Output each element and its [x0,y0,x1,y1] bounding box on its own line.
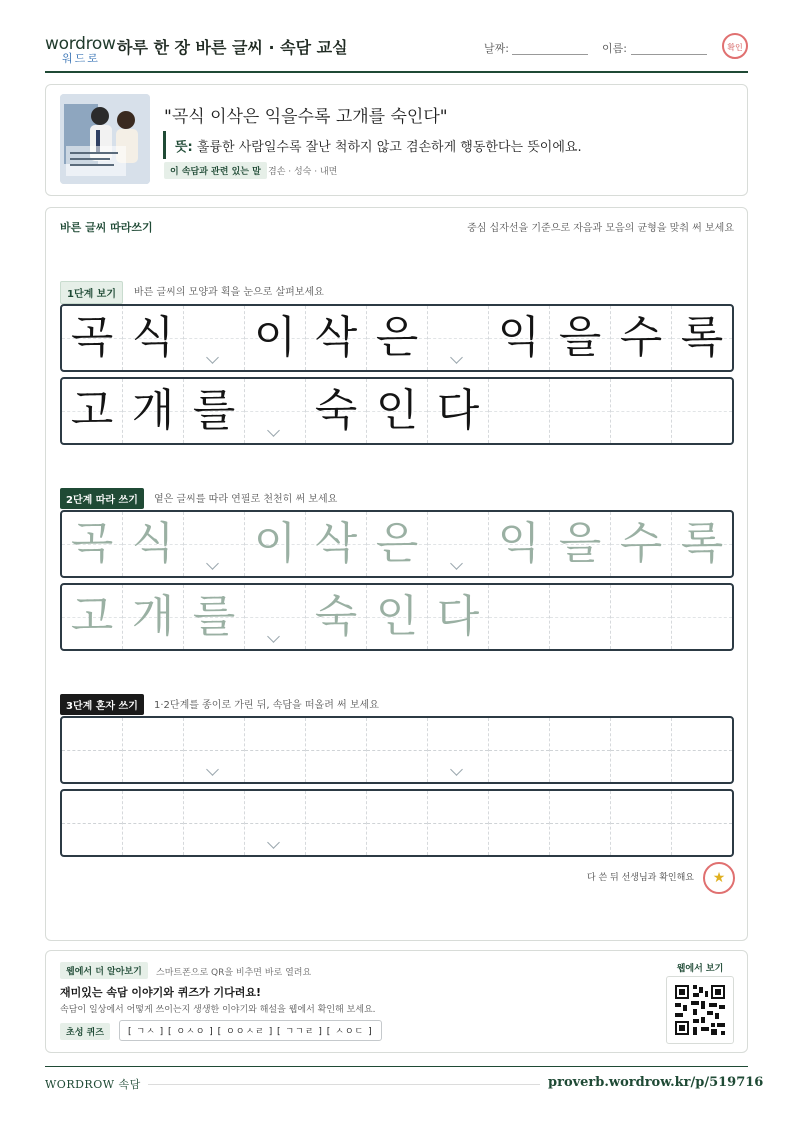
proverb-meaning [175,136,582,155]
grid-cell[interactable] [611,585,672,649]
grid-cell[interactable]: 을 [550,512,611,576]
footer-line [148,1084,540,1085]
grid-cell[interactable] [123,718,184,782]
space-chevron-icon [206,562,216,572]
grid-cell[interactable] [184,718,245,782]
footer-brand: WORDROW 속담 [45,1078,141,1091]
check-stamp: 확인 [722,33,748,59]
star-stamp-icon: ★ [703,862,735,894]
grid-cell[interactable] [672,791,732,855]
space-chevron-icon [267,429,277,439]
grid-cell [611,379,672,443]
space-chevron-icon [450,562,460,572]
grid-cell[interactable] [123,791,184,855]
space-chevron-icon [450,768,460,778]
grid-cell[interactable]: 숙 [306,585,367,649]
grid-cell: 삭 [306,306,367,370]
chosung-quiz: [ ㄱㅅ ] [ ㅇㅅㅇ ] [ ㅇㅇㅅㄹ ] [ ㄱㄱㄹ ] [ ㅅㅇㄷ ] [119,1020,382,1041]
free-row-2[interactable] [60,789,734,857]
page-title: 하루 한 장 바른 글씨 · 속담 교실 [117,38,348,57]
teacher-check-note: 다 쓴 뒤 선생님과 확인해요 [586,873,694,883]
logo-text: wordrow [45,34,116,54]
grid-cell [245,379,306,443]
grid-cell: 이 [245,306,306,370]
grid-cell [428,306,489,370]
grid-cell[interactable]: 익 [489,512,550,576]
grid-cell [550,379,611,443]
step1-tag: 1단계 보기 [60,281,123,304]
grid-cell[interactable]: 수 [611,512,672,576]
grid-cell[interactable]: 삭 [306,512,367,576]
footer-url[interactable]: proverb.wordrow.kr/p/519716 [548,1075,764,1090]
grid-cell[interactable] [184,512,245,576]
proverb-quote: "곡식 이삭은 익을수록 고개를 숙인다" [164,107,448,127]
grid-cell[interactable] [550,791,611,855]
grid-cell[interactable]: 은 [367,512,428,576]
related-words: 겸손 · 성숙 · 내면 [268,167,338,177]
practice-note: 중심 십자선을 기준으로 자음과 모음의 균형을 맞춰 써 보세요 [467,223,734,234]
qr-code[interactable] [666,976,734,1044]
logo-subtext: 워드로 [62,52,100,65]
proverb-illustration [60,94,150,184]
step3-desc: 1·2단계를 종이로 가린 뒤, 속담을 떠올려 써 보세요 [154,700,379,711]
grid-cell[interactable]: 이 [245,512,306,576]
web-description: 속담이 일상에서 어떻게 쓰이는지 생생한 이야기와 해설을 웹에서 확인해 보세요. [60,1005,376,1015]
grid-cell[interactable] [550,585,611,649]
space-chevron-icon [267,635,277,645]
grid-cell: 을 [550,306,611,370]
name-field[interactable] [631,54,707,55]
quiz-tag: 초성 퀴즈 [60,1023,110,1040]
trace-row-2[interactable] [60,583,734,651]
grid-cell: 록 [672,306,732,370]
grid-cell[interactable] [245,718,306,782]
step3-tag: 3단계 혼자 쓰기 [60,694,144,715]
grid-cell[interactable]: 식 [123,512,184,576]
practice-title: 바른 글씨 따라쓰기 [60,221,153,234]
grid-cell[interactable]: 인 [367,585,428,649]
grid-cell[interactable] [428,718,489,782]
grid-cell[interactable]: 곡 [62,512,123,576]
grid-cell: 고 [62,379,123,443]
grid-cell[interactable] [245,791,306,855]
grid-cell[interactable] [428,791,489,855]
trace-row-1[interactable] [60,510,734,578]
grid-cell: 익 [489,306,550,370]
grid-cell[interactable] [306,791,367,855]
step1-desc: 바른 글씨의 모양과 획을 눈으로 살펴보세요 [134,287,324,298]
grid-cell: 수 [611,306,672,370]
web-hint: 스마트폰으로 QR을 비추면 바로 열려요 [156,968,312,978]
step2-tag: 2단계 따라 쓰기 [60,488,144,509]
model-row-2 [60,377,734,445]
header-divider [45,71,748,73]
grid-cell[interactable]: 를 [184,585,245,649]
web-tag: 웹에서 더 알아보기 [60,962,148,979]
grid-cell[interactable] [489,585,550,649]
date-field[interactable] [512,54,588,55]
grid-cell[interactable] [184,791,245,855]
illustration-icon [60,94,150,184]
grid-cell[interactable] [306,718,367,782]
grid-cell [184,306,245,370]
name-label: 이름: [602,42,627,55]
grid-cell[interactable]: 록 [672,512,732,576]
grid-cell: 곡 [62,306,123,370]
grid-cell: 개 [123,379,184,443]
web-headline: 재미있는 속담 이야기와 퀴즈가 기다려요! [60,986,261,999]
grid-cell[interactable] [367,718,428,782]
grid-cell[interactable]: 개 [123,585,184,649]
meaning-label: 뜻: [175,140,193,155]
grid-cell[interactable]: 고 [62,585,123,649]
grid-cell: 숙 [306,379,367,443]
space-chevron-icon [267,841,277,851]
grid-cell[interactable] [611,718,672,782]
grid-cell[interactable] [672,585,732,649]
space-chevron-icon [206,356,216,366]
qr-code-icon [667,977,733,1043]
grid-cell: 인 [367,379,428,443]
date-label: 날짜: [484,42,509,55]
space-chevron-icon [450,356,460,366]
grid-cell[interactable] [367,791,428,855]
related-tag: 이 속담과 관련 있는 말 [164,162,267,179]
model-row-1 [60,304,734,372]
grid-cell [489,379,550,443]
grid-cell: 은 [367,306,428,370]
grid-cell[interactable] [428,512,489,576]
grid-cell[interactable] [489,791,550,855]
footer-divider [45,1066,748,1067]
grid-cell[interactable] [62,791,123,855]
grid-cell [672,379,732,443]
grid-cell: 식 [123,306,184,370]
grid-cell[interactable] [550,718,611,782]
grid-cell[interactable]: 다 [428,585,489,649]
grid-cell[interactable] [672,718,732,782]
meaning-accent-bar [163,131,166,159]
step2-desc: 옅은 글씨를 따라 연필로 천천히 써 보세요 [154,494,338,505]
space-chevron-icon [206,768,216,778]
free-row-1[interactable] [60,716,734,784]
grid-cell[interactable] [611,791,672,855]
grid-cell[interactable] [489,718,550,782]
grid-cell: 다 [428,379,489,443]
grid-cell[interactable] [245,585,306,649]
grid-cell[interactable] [62,718,123,782]
qr-label: 웹에서 보기 [676,964,724,974]
meaning-text: 훌륭한 사람일수록 잘난 척하지 않고 겸손하게 행동한다는 뜻이에요. [196,140,582,155]
grid-cell: 를 [184,379,245,443]
